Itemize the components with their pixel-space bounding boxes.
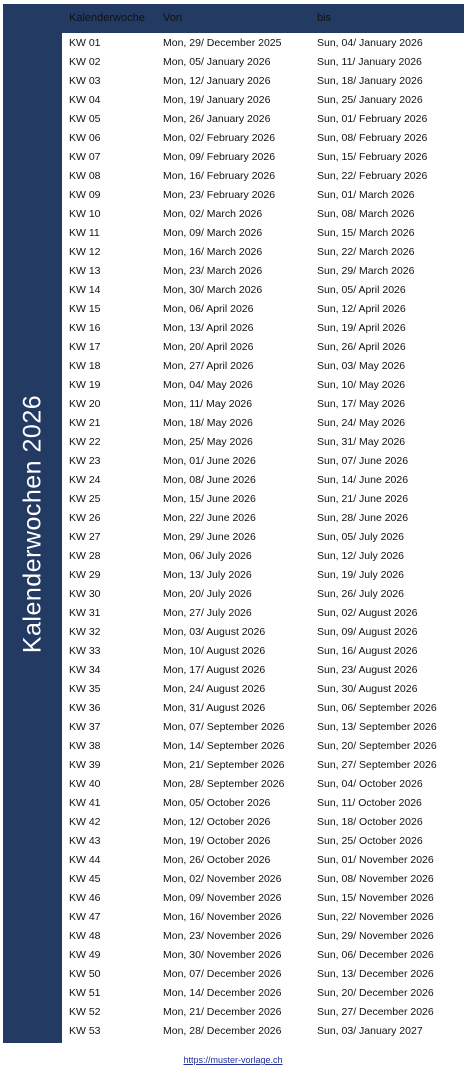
- table-row: [62, 166, 464, 185]
- table-row: [62, 204, 464, 223]
- to-cell: Sun, 30/ August 2026: [317, 683, 418, 695]
- week-cell: KW 18: [69, 360, 101, 372]
- table-row: [62, 793, 464, 812]
- to-cell: Sun, 15/ February 2026: [317, 151, 428, 163]
- table-row: [62, 907, 464, 926]
- from-cell: Mon, 08/ June 2026: [163, 474, 256, 486]
- table-row: [62, 318, 464, 337]
- table-row: [62, 147, 464, 166]
- week-cell: KW 01: [69, 37, 101, 49]
- to-cell: Sun, 19/ July 2026: [317, 569, 404, 581]
- to-cell: Sun, 04/ January 2026: [317, 37, 423, 49]
- to-cell: Sun, 10/ May 2026: [317, 379, 406, 391]
- to-cell: Sun, 21/ June 2026: [317, 493, 409, 505]
- table-row: [62, 755, 464, 774]
- week-cell: KW 32: [69, 626, 101, 638]
- to-cell: Sun, 12/ July 2026: [317, 550, 404, 562]
- from-cell: Mon, 16/ November 2026: [163, 911, 282, 923]
- table-row: [62, 451, 464, 470]
- week-cell: KW 49: [69, 949, 101, 961]
- page-title: Kalenderwochen 2026: [18, 394, 46, 653]
- table-row: [62, 33, 464, 52]
- to-cell: Sun, 09/ August 2026: [317, 626, 418, 638]
- from-cell: Mon, 09/ March 2026: [163, 227, 263, 239]
- from-cell: Mon, 21/ December 2026: [163, 1006, 282, 1018]
- from-cell: Mon, 26/ October 2026: [163, 854, 271, 866]
- to-cell: Sun, 13/ September 2026: [317, 721, 437, 733]
- from-cell: Mon, 01/ June 2026: [163, 455, 256, 467]
- table-row: [62, 926, 464, 945]
- from-cell: Mon, 23/ March 2026: [163, 265, 263, 277]
- table-row: [62, 660, 464, 679]
- from-cell: Mon, 09/ November 2026: [163, 892, 282, 904]
- table-row: [62, 280, 464, 299]
- week-cell: KW 26: [69, 512, 101, 524]
- table-row: [62, 128, 464, 147]
- week-table: [62, 33, 464, 1040]
- table-row: [62, 52, 464, 71]
- week-cell: KW 35: [69, 683, 101, 695]
- from-cell: Mon, 21/ September 2026: [163, 759, 285, 771]
- from-cell: Mon, 19/ January 2026: [163, 94, 271, 106]
- to-cell: Sun, 13/ December 2026: [317, 968, 434, 980]
- week-cell: KW 19: [69, 379, 101, 391]
- table-row: [62, 945, 464, 964]
- from-cell: Mon, 16/ March 2026: [163, 246, 263, 258]
- table-row: [62, 489, 464, 508]
- table-header: [62, 4, 464, 33]
- week-cell: KW 39: [69, 759, 101, 771]
- table-row: [62, 812, 464, 831]
- table-row: [62, 71, 464, 90]
- from-cell: Mon, 22/ June 2026: [163, 512, 256, 524]
- week-cell: KW 10: [69, 208, 101, 220]
- table-row: [62, 679, 464, 698]
- week-cell: KW 37: [69, 721, 101, 733]
- sidebar-band: [3, 4, 62, 1043]
- to-cell: Sun, 11/ October 2026: [317, 797, 422, 809]
- table-row: [62, 223, 464, 242]
- table-row: [62, 698, 464, 717]
- from-cell: Mon, 28/ December 2026: [163, 1025, 282, 1037]
- to-cell: Sun, 02/ August 2026: [317, 607, 418, 619]
- to-cell: Sun, 22/ February 2026: [317, 170, 428, 182]
- table-row: [62, 299, 464, 318]
- to-cell: Sun, 07/ June 2026: [317, 455, 409, 467]
- week-cell: KW 06: [69, 132, 101, 144]
- week-cell: KW 09: [69, 189, 101, 201]
- week-cell: KW 20: [69, 398, 101, 410]
- to-cell: Sun, 05/ April 2026: [317, 284, 406, 296]
- from-cell: Mon, 12/ October 2026: [163, 816, 271, 828]
- week-cell: KW 44: [69, 854, 101, 866]
- week-cell: KW 28: [69, 550, 101, 562]
- table-row: [62, 584, 464, 603]
- from-cell: Mon, 27/ July 2026: [163, 607, 252, 619]
- to-cell: Sun, 11/ January 2026: [317, 56, 422, 68]
- from-cell: Mon, 23/ February 2026: [163, 189, 276, 201]
- week-cell: KW 52: [69, 1006, 101, 1018]
- from-cell: Mon, 06/ July 2026: [163, 550, 252, 562]
- from-cell: Mon, 20/ April 2026: [163, 341, 254, 353]
- table-row: [62, 603, 464, 622]
- to-cell: Sun, 31/ May 2026: [317, 436, 406, 448]
- week-cell: KW 31: [69, 607, 101, 619]
- week-cell: KW 40: [69, 778, 101, 790]
- to-cell: Sun, 20/ September 2026: [317, 740, 437, 752]
- to-cell: Sun, 06/ September 2026: [317, 702, 437, 714]
- week-cell: KW 47: [69, 911, 101, 923]
- table-row: [62, 850, 464, 869]
- week-cell: KW 16: [69, 322, 101, 334]
- from-cell: Mon, 14/ September 2026: [163, 740, 285, 752]
- table-row: [62, 242, 464, 261]
- table-row: [62, 622, 464, 641]
- to-cell: Sun, 18/ January 2026: [317, 75, 423, 87]
- to-cell: Sun, 22/ November 2026: [317, 911, 434, 923]
- table-row: [62, 831, 464, 850]
- from-cell: Mon, 07/ December 2026: [163, 968, 282, 980]
- table-row: [62, 337, 464, 356]
- week-cell: KW 03: [69, 75, 101, 87]
- table-row: [62, 964, 464, 983]
- to-cell: Sun, 15/ November 2026: [317, 892, 434, 904]
- from-cell: Mon, 17/ August 2026: [163, 664, 266, 676]
- header-week: Kalenderwoche: [69, 12, 145, 24]
- week-cell: KW 11: [69, 227, 100, 239]
- to-cell: Sun, 01/ November 2026: [317, 854, 434, 866]
- from-cell: Mon, 12/ January 2026: [163, 75, 271, 87]
- to-cell: Sun, 27/ September 2026: [317, 759, 437, 771]
- to-cell: Sun, 29/ November 2026: [317, 930, 434, 942]
- table-row: [62, 983, 464, 1002]
- to-cell: Sun, 22/ March 2026: [317, 246, 415, 258]
- week-cell: KW 48: [69, 930, 101, 942]
- from-cell: Mon, 29/ December 2025: [163, 37, 282, 49]
- week-cell: KW 13: [69, 265, 101, 277]
- table-row: [62, 109, 464, 128]
- week-cell: KW 23: [69, 455, 101, 467]
- to-cell: Sun, 15/ March 2026: [317, 227, 415, 239]
- week-cell: KW 53: [69, 1025, 101, 1037]
- to-cell: Sun, 18/ October 2026: [317, 816, 423, 828]
- from-cell: Mon, 04/ May 2026: [163, 379, 253, 391]
- to-cell: Sun, 23/ August 2026: [317, 664, 418, 676]
- table-row: [62, 736, 464, 755]
- from-cell: Mon, 05/ January 2026: [163, 56, 271, 68]
- week-cell: KW 25: [69, 493, 101, 505]
- table-row: [62, 869, 464, 888]
- to-cell: Sun, 28/ June 2026: [317, 512, 409, 524]
- from-cell: Mon, 02/ March 2026: [163, 208, 263, 220]
- week-cell: KW 42: [69, 816, 101, 828]
- from-cell: Mon, 28/ September 2026: [163, 778, 285, 790]
- table-row: [62, 527, 464, 546]
- week-cell: KW 43: [69, 835, 101, 847]
- week-cell: KW 34: [69, 664, 101, 676]
- from-cell: Mon, 15/ June 2026: [163, 493, 256, 505]
- week-cell: KW 45: [69, 873, 101, 885]
- table-row: [62, 413, 464, 432]
- to-cell: Sun, 17/ May 2026: [317, 398, 406, 410]
- week-cell: KW 14: [69, 284, 101, 296]
- week-cell: KW 17: [69, 341, 101, 353]
- to-cell: Sun, 01/ March 2026: [317, 189, 415, 201]
- from-cell: Mon, 13/ April 2026: [163, 322, 254, 334]
- from-cell: Mon, 14/ December 2026: [163, 987, 282, 999]
- from-cell: Mon, 31/ August 2026: [163, 702, 266, 714]
- from-cell: Mon, 23/ November 2026: [163, 930, 282, 942]
- table-row: [62, 90, 464, 109]
- week-cell: KW 15: [69, 303, 101, 315]
- table-row: [62, 641, 464, 660]
- to-cell: Sun, 29/ March 2026: [317, 265, 415, 277]
- from-cell: Mon, 10/ August 2026: [163, 645, 266, 657]
- table-row: [62, 774, 464, 793]
- table-row: [62, 394, 464, 413]
- week-cell: KW 08: [69, 170, 101, 182]
- to-cell: Sun, 03/ January 2027: [317, 1025, 423, 1037]
- week-cell: KW 27: [69, 531, 101, 543]
- week-cell: KW 04: [69, 94, 101, 106]
- from-cell: Mon, 20/ July 2026: [163, 588, 252, 600]
- from-cell: Mon, 19/ October 2026: [163, 835, 271, 847]
- to-cell: Sun, 14/ June 2026: [317, 474, 409, 486]
- table-row: [62, 1021, 464, 1040]
- to-cell: Sun, 25/ October 2026: [317, 835, 423, 847]
- from-cell: Mon, 07/ September 2026: [163, 721, 285, 733]
- week-cell: KW 02: [69, 56, 101, 68]
- to-cell: Sun, 01/ February 2026: [317, 113, 428, 125]
- to-cell: Sun, 05/ July 2026: [317, 531, 404, 543]
- from-cell: Mon, 24/ August 2026: [163, 683, 266, 695]
- from-cell: Mon, 05/ October 2026: [163, 797, 271, 809]
- table-row: [62, 185, 464, 204]
- to-cell: Sun, 25/ January 2026: [317, 94, 423, 106]
- week-cell: KW 07: [69, 151, 101, 163]
- table-row: [62, 508, 464, 527]
- week-cell: KW 05: [69, 113, 101, 125]
- to-cell: Sun, 08/ November 2026: [317, 873, 434, 885]
- to-cell: Sun, 12/ April 2026: [317, 303, 406, 315]
- week-cell: KW 29: [69, 569, 101, 581]
- to-cell: Sun, 26/ July 2026: [317, 588, 404, 600]
- from-cell: Mon, 26/ January 2026: [163, 113, 271, 125]
- to-cell: Sun, 19/ April 2026: [317, 322, 406, 334]
- from-cell: Mon, 16/ February 2026: [163, 170, 276, 182]
- week-cell: KW 12: [69, 246, 101, 258]
- header-from: Von: [163, 12, 182, 24]
- week-cell: KW 51: [69, 987, 101, 999]
- table-row: [62, 470, 464, 489]
- to-cell: Sun, 27/ December 2026: [317, 1006, 434, 1018]
- table-row: [62, 565, 464, 584]
- week-cell: KW 33: [69, 645, 101, 657]
- from-cell: Mon, 25/ May 2026: [163, 436, 253, 448]
- to-cell: Sun, 20/ December 2026: [317, 987, 434, 999]
- week-cell: KW 38: [69, 740, 101, 752]
- table-row: [62, 356, 464, 375]
- to-cell: Sun, 16/ August 2026: [317, 645, 418, 657]
- footer-link[interactable]: https://muster-vorlage.ch: [183, 1055, 283, 1065]
- from-cell: Mon, 18/ May 2026: [163, 417, 253, 429]
- table-row: [62, 375, 464, 394]
- week-cell: KW 24: [69, 474, 101, 486]
- week-cell: KW 46: [69, 892, 101, 904]
- from-cell: Mon, 27/ April 2026: [163, 360, 254, 372]
- table-row: [62, 261, 464, 280]
- week-cell: KW 21: [69, 417, 101, 429]
- header-to: bis: [317, 12, 332, 24]
- to-cell: Sun, 03/ May 2026: [317, 360, 406, 372]
- to-cell: Sun, 24/ May 2026: [317, 417, 406, 429]
- from-cell: Mon, 09/ February 2026: [163, 151, 276, 163]
- week-cell: KW 41: [69, 797, 101, 809]
- table-row: [62, 717, 464, 736]
- from-cell: Mon, 02/ February 2026: [163, 132, 276, 144]
- to-cell: Sun, 06/ December 2026: [317, 949, 434, 961]
- from-cell: Mon, 13/ July 2026: [163, 569, 252, 581]
- from-cell: Mon, 02/ November 2026: [163, 873, 282, 885]
- week-cell: KW 36: [69, 702, 101, 714]
- table-row: [62, 432, 464, 451]
- from-cell: Mon, 11/ May 2026: [163, 398, 253, 410]
- to-cell: Sun, 08/ February 2026: [317, 132, 428, 144]
- to-cell: Sun, 08/ March 2026: [317, 208, 415, 220]
- week-cell: KW 50: [69, 968, 101, 980]
- to-cell: Sun, 04/ October 2026: [317, 778, 423, 790]
- from-cell: Mon, 29/ June 2026: [163, 531, 256, 543]
- from-cell: Mon, 30/ March 2026: [163, 284, 263, 296]
- from-cell: Mon, 30/ November 2026: [163, 949, 282, 961]
- week-cell: KW 30: [69, 588, 101, 600]
- table-row: [62, 1002, 464, 1021]
- table-row: [62, 888, 464, 907]
- table-row: [62, 546, 464, 565]
- to-cell: Sun, 26/ April 2026: [317, 341, 406, 353]
- from-cell: Mon, 03/ August 2026: [163, 626, 266, 638]
- week-cell: KW 22: [69, 436, 101, 448]
- from-cell: Mon, 06/ April 2026: [163, 303, 254, 315]
